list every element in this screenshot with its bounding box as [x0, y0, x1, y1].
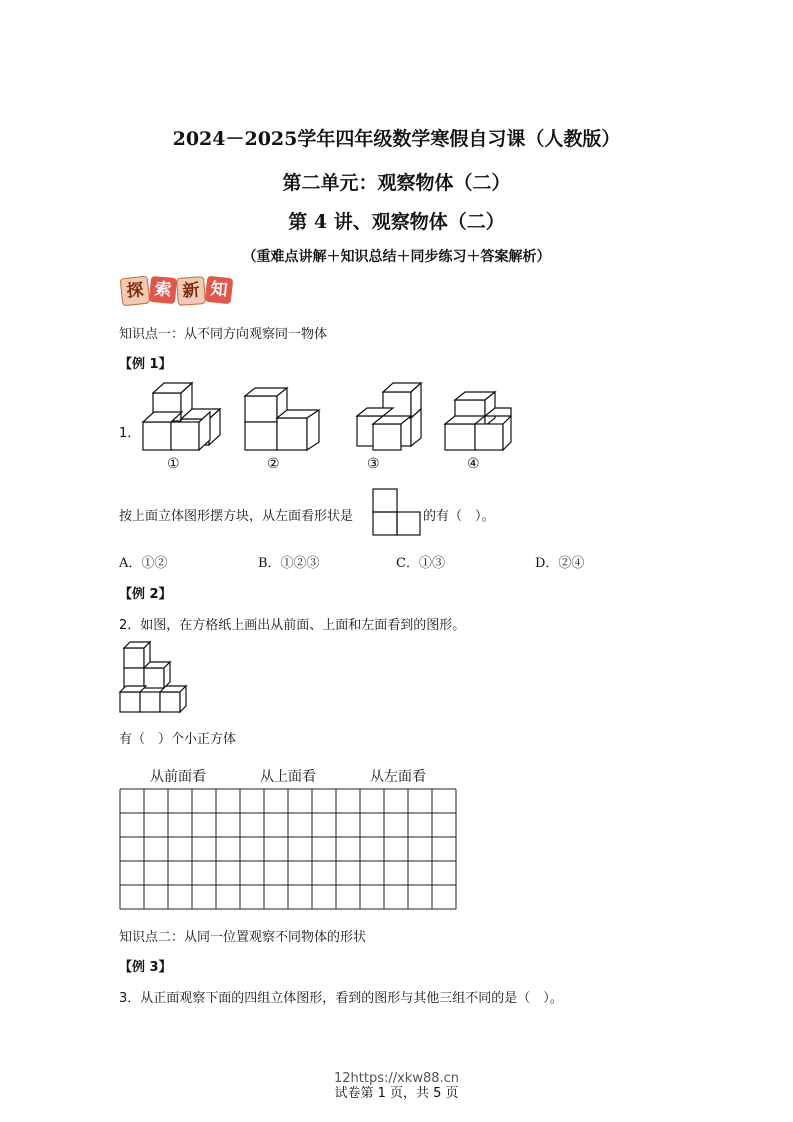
watermark: 12https://xkw88.cn: [333, 1071, 460, 1086]
question-1-text-before: 按上面立体图形摆方块，从左面看形状是: [119, 509, 354, 524]
option-a[interactable]: A．①②: [119, 556, 168, 571]
figure-label-3: ③: [367, 456, 380, 472]
cube-figure-3: [357, 383, 421, 450]
badge-char: 新: [176, 276, 206, 306]
grid-label-front: 从前面看: [150, 769, 206, 785]
question-1-number: 1．: [119, 426, 141, 441]
page-footer: 试卷第 1 页，共 5 页: [334, 1086, 459, 1101]
cube-figure-2: [245, 388, 319, 450]
example-2-label: 【例 2】: [119, 587, 172, 602]
example-3-label: 【例 3】: [119, 960, 172, 975]
grid-label-left: 从左面看: [370, 769, 426, 785]
example-1-cube-figures: [135, 378, 525, 458]
lecture-title: 第 4 讲、观察物体（二）: [288, 211, 505, 233]
cube-count-text: 有（ ）个小正方体: [119, 732, 237, 747]
option-b[interactable]: B．①②③: [258, 556, 320, 571]
example-2-stacked-cubes: [118, 638, 198, 718]
unit-title: 第二单元：观察物体（二）: [282, 172, 511, 194]
badge-char: 索: [149, 276, 177, 304]
explore-new-knowledge-badge: [121, 277, 233, 305]
grid-label-top: 从上面看: [260, 769, 316, 785]
knowledge-point-2: 知识点二：从同一位置观察不同物体的形状: [119, 930, 367, 945]
figure-label-1: ①: [167, 456, 180, 472]
badge-char: 探: [120, 276, 151, 307]
figure-label-4: ④: [467, 456, 480, 472]
cube-figure-4: [445, 392, 511, 450]
knowledge-point-1: 知识点一：从不同方向观察同一物体: [119, 327, 328, 342]
drawing-grid[interactable]: [119, 788, 457, 910]
example-1-label: 【例 1】: [119, 357, 172, 372]
question-1-text-after: 的有（ ）。: [423, 509, 495, 524]
subtitle: （重难点讲解＋知识总结＋同步练习＋答案解析）: [242, 249, 551, 265]
document-title: 2024－2025学年四年级数学寒假自习课（人教版）: [172, 128, 621, 150]
question-3-text: 3．从正面观察下面的四组立体图形，看到的图形与其他三组不同的是（ ）。: [119, 991, 563, 1006]
question-2-text: 2．如图，在方格纸上画出从前面、上面和左面看到的图形。: [119, 618, 466, 633]
badge-char: 知: [205, 276, 234, 305]
cube-figure-1: [143, 383, 220, 450]
option-c[interactable]: C．①③: [396, 556, 445, 571]
option-d[interactable]: D．②④: [535, 556, 585, 571]
left-view-shape: [372, 488, 422, 536]
figure-label-2: ②: [267, 456, 280, 472]
